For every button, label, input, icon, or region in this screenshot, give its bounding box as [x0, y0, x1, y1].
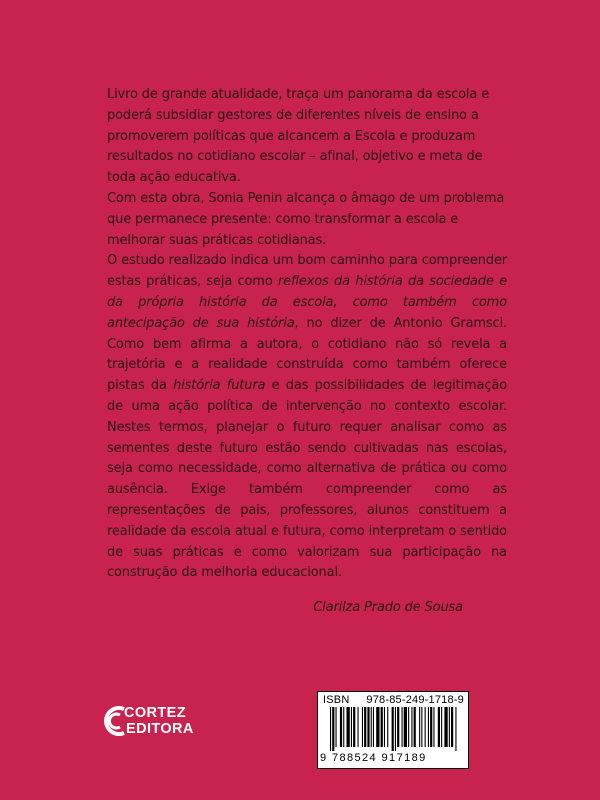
publisher-name-line-1: CORTEZ	[124, 705, 187, 721]
isbn-label: ISBN	[323, 694, 350, 706]
review-signature: Clarilza Prado de Sousa	[313, 600, 463, 615]
blurb-paragraph-1: Livro de grande atualidade, traça um panorama da escola e poderá subsidiar gestores de diferentes níveis de ensino a promoverem políticas que alcancem a Escola e produzam resultados no cotidiano escolar – afinal, objetivo e meta de toda ação educativa.	[107, 87, 490, 186]
cortez-editora-logo	[102, 703, 192, 739]
blurb-p3-text: , no dizer de Antonio Gramsci. Como bem afirma a autora, o cotidiano não só revela a trajetória e a realidade construída como também oferece pistas da	[107, 315, 507, 394]
publisher-name-line-2: EDITORA	[126, 721, 194, 737]
isbn-barcode-box	[317, 691, 469, 769]
blurb-p3-quote: reflexos da história da sociedade e da própria história da escola, como também como antecipação de sua história	[107, 274, 507, 331]
blurb-p3-emphasis: história futura	[173, 378, 266, 394]
blurb-p3-text: e das possibilidades de legitimação de uma ação política de intervenção no contexto escolar. Nestes termos, planejar o futuro requer analisar como as sementes deste futuro estão sendo cultivadas nas escolas, seja como necessidade, como alternativa de prática ou como ausência. Exige também compreender como as representações de pais, professores, alunos constituem a realidade da escola atual e futura, como interpretam o sentido de suas práticas e como valorizam sua participação na construção da melhoria educacional.	[107, 378, 507, 581]
isbn-barcode-icon	[326, 707, 460, 751]
blurb-p3-text: O estudo realizado indica um bom caminho para compreender estas práticas, seja como	[107, 253, 507, 290]
blurb-paragraph-2: Com esta obra, Sonia Penin alcança o âmago de um problema que permanece presente: como transformar a escola e melhorar suas práticas cotidianas.	[107, 190, 505, 248]
isbn-line	[323, 694, 464, 706]
blurb-text	[107, 85, 507, 584]
barcode-digits: 9 788524 917189	[320, 752, 427, 764]
isbn-number: 978-85-249-1718-9	[366, 694, 464, 706]
blurb-paragraph-3	[107, 251, 507, 584]
